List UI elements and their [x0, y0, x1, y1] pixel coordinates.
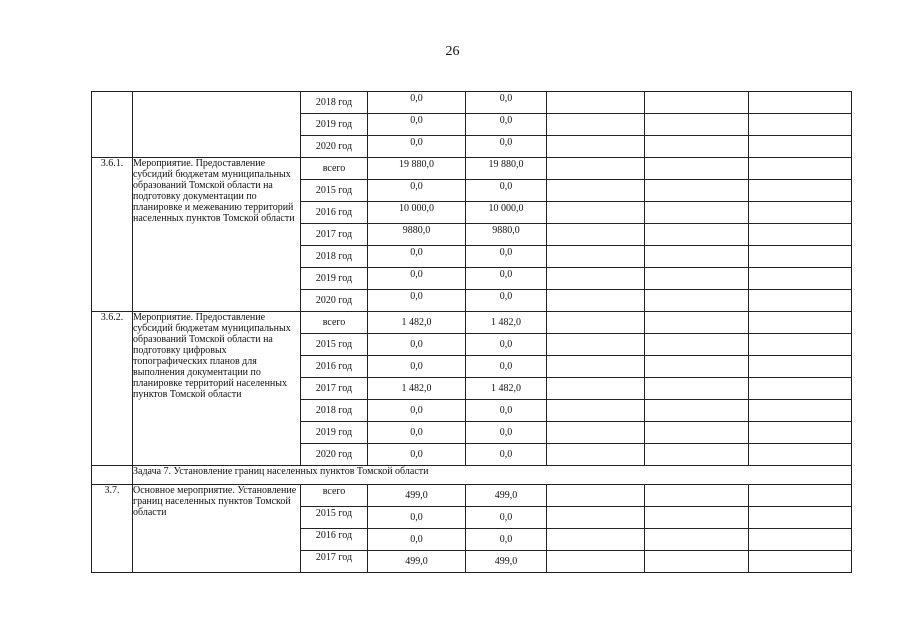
empty-cell: [749, 114, 852, 136]
total-cell: 0,0: [368, 246, 466, 268]
regional-cell: 0,0: [466, 136, 547, 158]
empty-cell: [645, 158, 749, 180]
empty-cell: [749, 268, 852, 290]
empty-cell: [645, 356, 749, 378]
regional-cell: 0,0: [466, 356, 547, 378]
empty-cell: [547, 290, 645, 312]
total-cell: 0,0: [368, 356, 466, 378]
empty-cell: [749, 312, 852, 334]
empty-cell: [645, 114, 749, 136]
empty-cell: [749, 485, 852, 507]
task-row: [92, 466, 852, 485]
total-cell: 0,0: [368, 114, 466, 136]
empty-cell: [749, 246, 852, 268]
item-name-cell: [133, 92, 301, 158]
empty-cell: [547, 312, 645, 334]
empty-cell: [547, 224, 645, 246]
year-cell: всего: [301, 312, 368, 334]
empty-cell: [547, 114, 645, 136]
regional-cell: 0,0: [466, 114, 547, 136]
empty-cell: [547, 485, 645, 507]
regional-cell: 0,0: [466, 334, 547, 356]
empty-cell: [645, 246, 749, 268]
empty-cell: [749, 444, 852, 466]
empty-cell: [749, 92, 852, 114]
empty-cell: [547, 400, 645, 422]
item-name-cell: Мероприятие. Предоставление субсидий бюджетам муниципальных образований Томской области на подготовку документации по планировке и межеванию территорий населенных пунктов Томской области: [133, 158, 301, 312]
year-cell: 2017 год: [301, 378, 368, 400]
regional-cell: 9880,0: [466, 224, 547, 246]
empty-cell: [547, 444, 645, 466]
total-cell: 0,0: [368, 422, 466, 444]
item-number-cell: 3.7.: [92, 485, 133, 573]
item-number-cell: 3.6.2.: [92, 312, 133, 466]
empty-cell: [749, 136, 852, 158]
empty-cell: [547, 529, 645, 551]
empty-cell: [645, 224, 749, 246]
total-cell: 0,0: [368, 180, 466, 202]
empty-cell: [547, 180, 645, 202]
regional-cell: 19 880,0: [466, 158, 547, 180]
budget-table: [91, 91, 852, 573]
empty-cell: [547, 507, 645, 529]
year-cell: 2018 год: [301, 400, 368, 422]
item-name-cell: Основное мероприятие. Установление границ населенных пунктов Томской области: [133, 485, 301, 573]
year-cell: 2020 год: [301, 136, 368, 158]
regional-cell: 0,0: [466, 268, 547, 290]
regional-cell: 10 000,0: [466, 202, 547, 224]
item-name-cell: Мероприятие. Предоставление субсидий бюджетам муниципальных образований Томской области на подготовку цифровых топографических планов для выполнения документации по планировке территорий населенных пунктов Томской области: [133, 312, 301, 466]
empty-cell: [645, 268, 749, 290]
empty-cell: [92, 466, 133, 485]
total-cell: 0,0: [368, 334, 466, 356]
empty-cell: [547, 334, 645, 356]
item-number-cell: 3.6.1.: [92, 158, 133, 312]
empty-cell: [749, 224, 852, 246]
table-row: [92, 312, 852, 334]
regional-cell: 0,0: [466, 444, 547, 466]
empty-cell: [749, 356, 852, 378]
year-cell: 2015 год: [301, 334, 368, 356]
empty-cell: [645, 92, 749, 114]
regional-cell: 0,0: [466, 290, 547, 312]
regional-cell: 1 482,0: [466, 312, 547, 334]
table-row: [92, 92, 852, 114]
empty-cell: [749, 202, 852, 224]
empty-cell: [547, 268, 645, 290]
year-cell: 2016 год: [301, 202, 368, 224]
empty-cell: [749, 158, 852, 180]
empty-cell: [749, 334, 852, 356]
year-cell: 2017 год: [301, 224, 368, 246]
total-cell: 19 880,0: [368, 158, 466, 180]
total-cell: 0,0: [368, 92, 466, 114]
total-cell: 0,0: [368, 136, 466, 158]
total-cell: 0,0: [368, 529, 466, 551]
empty-cell: [645, 290, 749, 312]
task-heading: Задача 7. Установление границ населенных пунктов Томской области: [133, 466, 852, 485]
year-cell: 2017 год: [301, 551, 368, 573]
empty-cell: [645, 312, 749, 334]
empty-cell: [749, 551, 852, 573]
regional-cell: 1 482,0: [466, 378, 547, 400]
empty-cell: [749, 180, 852, 202]
item-number-cell: [92, 92, 133, 158]
empty-cell: [645, 444, 749, 466]
empty-cell: [749, 378, 852, 400]
table-row: [92, 485, 852, 507]
empty-cell: [645, 180, 749, 202]
empty-cell: [645, 378, 749, 400]
regional-cell: 0,0: [466, 92, 547, 114]
year-cell: всего: [301, 485, 368, 507]
empty-cell: [749, 422, 852, 444]
year-cell: 2019 год: [301, 268, 368, 290]
total-cell: 9880,0: [368, 224, 466, 246]
empty-cell: [749, 400, 852, 422]
empty-cell: [645, 136, 749, 158]
year-cell: 2018 год: [301, 92, 368, 114]
regional-cell: 0,0: [466, 422, 547, 444]
table-row: [92, 158, 852, 180]
total-cell: 0,0: [368, 507, 466, 529]
total-cell: 0,0: [368, 268, 466, 290]
regional-cell: 499,0: [466, 551, 547, 573]
empty-cell: [749, 529, 852, 551]
empty-cell: [645, 400, 749, 422]
empty-cell: [547, 92, 645, 114]
total-cell: 10 000,0: [368, 202, 466, 224]
empty-cell: [547, 356, 645, 378]
total-cell: 1 482,0: [368, 378, 466, 400]
empty-cell: [547, 202, 645, 224]
total-cell: 499,0: [368, 551, 466, 573]
empty-cell: [645, 334, 749, 356]
total-cell: 0,0: [368, 290, 466, 312]
year-cell: 2016 год: [301, 529, 368, 551]
empty-cell: [645, 551, 749, 573]
empty-cell: [645, 202, 749, 224]
regional-cell: 0,0: [466, 246, 547, 268]
year-cell: всего: [301, 158, 368, 180]
regional-cell: 0,0: [466, 529, 547, 551]
empty-cell: [547, 422, 645, 444]
empty-cell: [547, 246, 645, 268]
regional-cell: 0,0: [466, 180, 547, 202]
empty-cell: [547, 136, 645, 158]
year-cell: 2019 год: [301, 422, 368, 444]
year-cell: 2020 год: [301, 290, 368, 312]
regional-cell: 499,0: [466, 485, 547, 507]
empty-cell: [645, 422, 749, 444]
empty-cell: [547, 158, 645, 180]
empty-cell: [645, 485, 749, 507]
regional-cell: 0,0: [466, 400, 547, 422]
total-cell: 499,0: [368, 485, 466, 507]
total-cell: 1 482,0: [368, 312, 466, 334]
year-cell: 2018 год: [301, 246, 368, 268]
regional-cell: 0,0: [466, 507, 547, 529]
page-number: 26: [445, 44, 460, 59]
year-cell: 2020 год: [301, 444, 368, 466]
empty-cell: [749, 290, 852, 312]
empty-cell: [645, 507, 749, 529]
year-cell: 2015 год: [301, 507, 368, 529]
empty-cell: [749, 507, 852, 529]
total-cell: 0,0: [368, 444, 466, 466]
year-cell: 2015 год: [301, 180, 368, 202]
year-cell: 2019 год: [301, 114, 368, 136]
year-cell: 2016 год: [301, 356, 368, 378]
empty-cell: [645, 529, 749, 551]
empty-cell: [547, 551, 645, 573]
empty-cell: [547, 378, 645, 400]
total-cell: 0,0: [368, 400, 466, 422]
